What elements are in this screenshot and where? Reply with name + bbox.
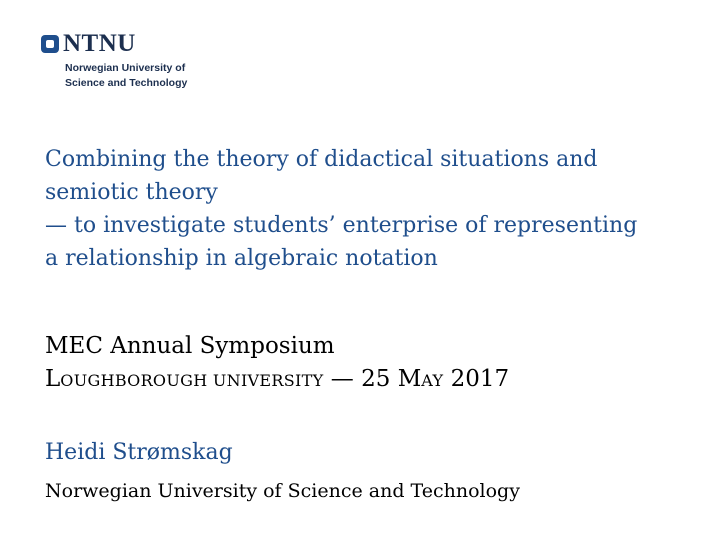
title-line: a relationship in algebraic notation xyxy=(45,246,438,271)
event-info xyxy=(45,330,705,397)
logo-wordmark: NTNU xyxy=(63,30,136,57)
event-venue-date xyxy=(45,363,705,397)
event-name: MEC Annual Symposium xyxy=(45,333,335,359)
venue-initial: L xyxy=(45,366,61,392)
month-rest: AY xyxy=(421,371,444,390)
logo-subtitle-line2: Science and Technology xyxy=(65,77,188,89)
venue-rest: OUGHBOROUGH UNIVERSITY xyxy=(60,371,324,390)
logo-subtitle-line1: Norwegian University of xyxy=(65,62,186,74)
month-initial: M xyxy=(397,366,422,392)
ntnu-logo xyxy=(40,32,240,94)
event-day: 25 xyxy=(361,366,391,392)
ntnu-logo-icon xyxy=(41,35,59,53)
author-name: Heidi Strømskag xyxy=(45,440,233,465)
author-affiliation: Norwegian University of Science and Technology xyxy=(45,480,520,502)
title-line: semiotic theory xyxy=(45,180,218,205)
event-year: 2017 xyxy=(450,366,510,392)
title-line: — to investigate students’ enterprise of representing xyxy=(45,213,638,238)
venue-date-separator: — xyxy=(323,366,362,392)
title-line: Combining the theory of didactical situations and xyxy=(45,147,598,172)
presentation-title xyxy=(45,143,710,275)
